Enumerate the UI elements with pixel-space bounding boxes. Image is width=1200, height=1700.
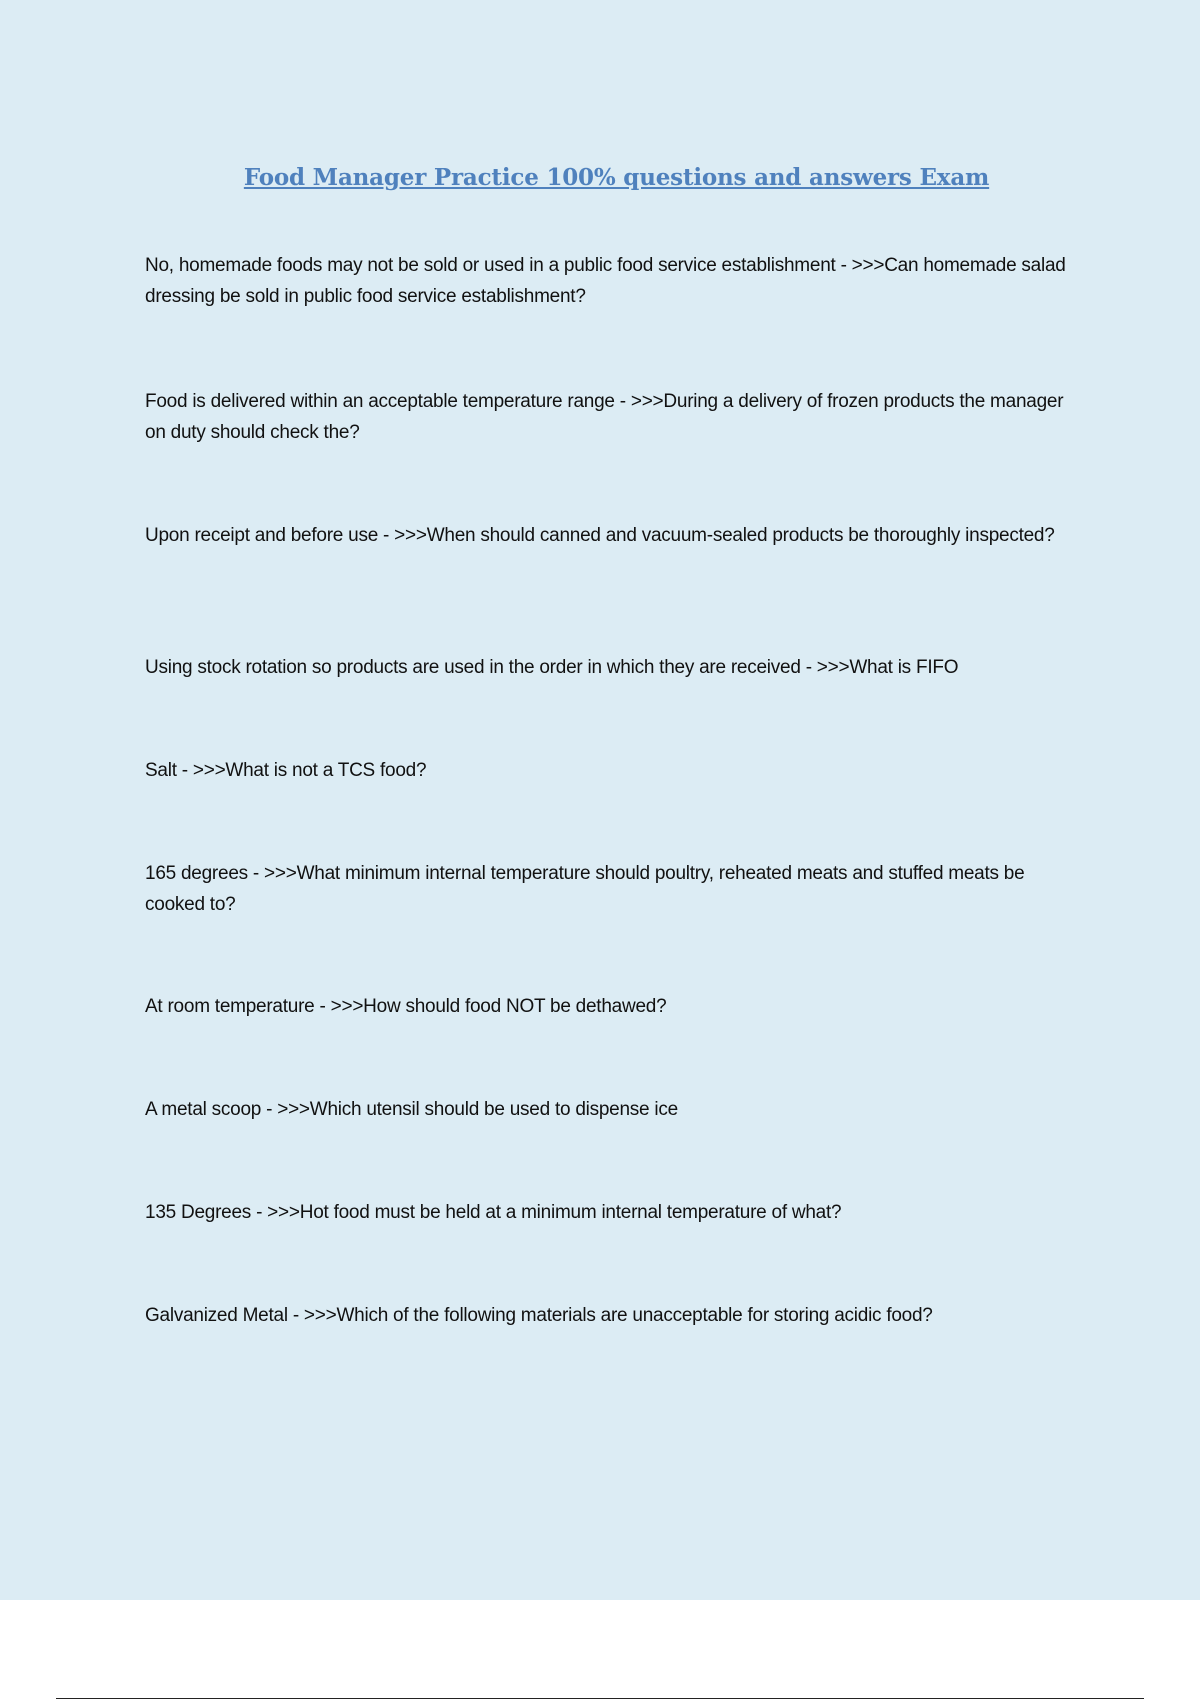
- footer-divider: [56, 1698, 1144, 1699]
- qa-item: 135 Degrees - >>>Hot food must be held at a minimum internal temperature of what?: [145, 1202, 842, 1223]
- qa-item: Using stock rotation so products are used in the order in which they are received - >>>What is FIFO: [145, 657, 959, 678]
- qa-item: Upon receipt and before use - >>>When should canned and vacuum-sealed products be thoroughly inspected?: [145, 525, 1055, 546]
- qa-item: Salt - >>>What is not a TCS food?: [145, 760, 427, 781]
- qa-item: 165 degrees - >>>What minimum internal temperature should poultry, reheated meats and stuffed meats be cooked to?: [145, 863, 1025, 915]
- qa-item: Galvanized Metal - >>>Which of the following materials are unacceptable for storing acidic food?: [145, 1305, 933, 1326]
- qa-item: At room temperature - >>>How should food NOT be dethawed?: [145, 996, 667, 1017]
- qa-item: A metal scoop - >>>Which utensil should be used to dispense ice: [145, 1099, 678, 1120]
- qa-item: Food is delivered within an acceptable temperature range - >>>During a delivery of frozen products the manager on duty should check the?: [145, 391, 1064, 443]
- qa-item: No, homemade foods may not be sold or used in a public food service establishment - >>>Can homemade salad dressing be sold in public food service establishment?: [145, 255, 1066, 307]
- document-title: Food Manager Practice 100% questions and answers Exam: [243, 164, 990, 191]
